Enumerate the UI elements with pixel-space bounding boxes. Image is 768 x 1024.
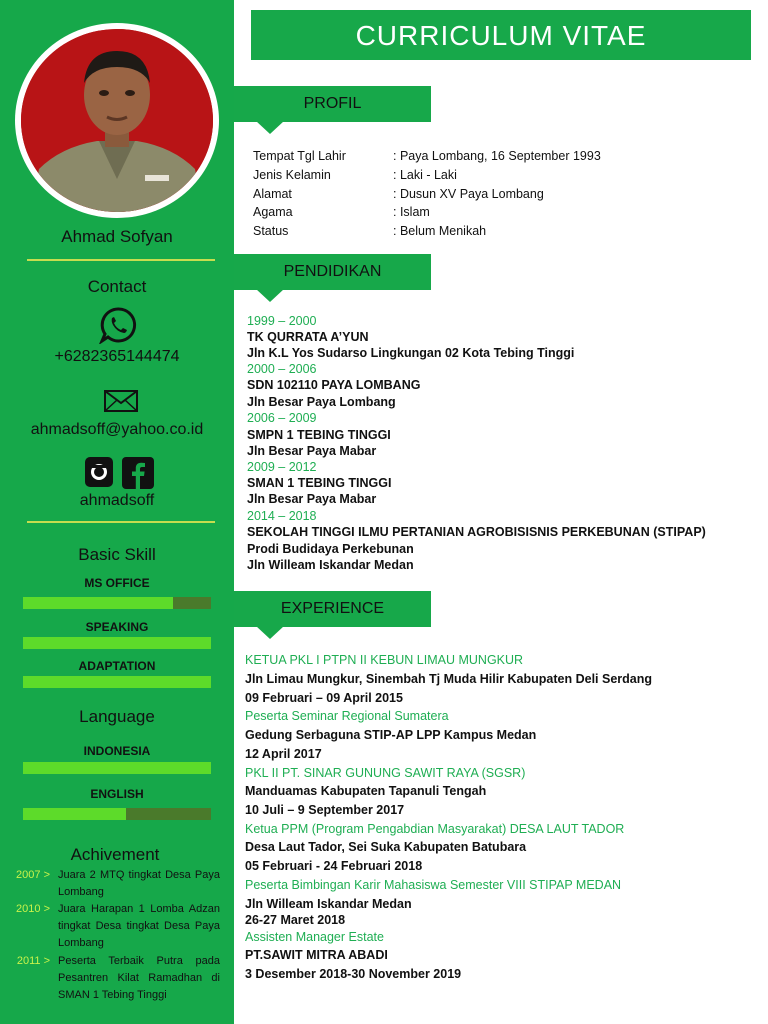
experience-place: Gedung Serbaguna STIP-AP LPP Kampus Medan xyxy=(245,728,537,742)
language-label: INDONESIA xyxy=(83,744,151,758)
email-icon[interactable] xyxy=(104,390,138,417)
education-years: 2009 – 2012 xyxy=(247,460,317,474)
education-school: SMAN 1 TEBING TINGGI xyxy=(247,476,392,490)
education-school: SDN 102110 PAYA LOMBANG xyxy=(247,378,421,392)
education-school: SMPN 1 TEBING TINGGI xyxy=(247,428,391,442)
instagram-icon[interactable] xyxy=(84,456,114,493)
language-bar xyxy=(23,808,211,820)
experience-title: Ketua PPM (Program Pengabdian Masyarakat) DESA LAUT TADOR xyxy=(245,822,625,836)
social-handle[interactable]: ahmadsoff xyxy=(79,492,155,509)
achievement-text: Peserta Terbaik Putra pada Pesantren Kilat Ramadhan di SMAN 1 Tebing Tinggi xyxy=(58,955,220,1001)
email-address[interactable]: ahmadsoff@yahoo.co.id xyxy=(30,421,204,438)
person-name: Ahmad Sofyan xyxy=(61,227,173,246)
achievement-item xyxy=(0,867,234,901)
contact-heading: Contact xyxy=(87,277,147,296)
profil-section-tab: PROFIL xyxy=(234,86,431,122)
document-title: CURRICULUM VITAE xyxy=(251,10,751,60)
basic-skill-heading: Basic Skill xyxy=(78,545,156,564)
experience-date: 09 Februari – 09 April 2015 xyxy=(245,691,403,705)
experience-date: 05 Februari - 24 Februari 2018 xyxy=(245,859,423,873)
education-detail: Jln Besar Paya Mabar xyxy=(247,444,377,458)
pendidikan-section-tab: PENDIDIKAN xyxy=(234,254,431,290)
profil-key: Agama xyxy=(253,205,293,219)
profil-value: : Belum Menikah xyxy=(393,224,487,238)
experience-date: 12 April 2017 xyxy=(245,747,322,761)
phone-number[interactable]: +6282365144474 xyxy=(54,348,180,365)
language-heading: Language xyxy=(79,707,155,726)
skill-bar xyxy=(23,637,211,649)
skill-bar xyxy=(23,676,211,688)
profil-value: : Dusun XV Paya Lombang xyxy=(393,187,544,201)
experience-place: Manduamas Kabupaten Tapanuli Tengah xyxy=(245,784,487,798)
language-label: ENGLISH xyxy=(90,787,144,801)
achievement-year: 2007 > xyxy=(16,869,50,881)
profil-key: Tempat Tgl Lahir xyxy=(253,149,346,163)
education-school: SEKOLAH TINGGI ILMU PERTANIAN AGROBISISNIS PERKEBUNAN (STIPAP) xyxy=(247,525,706,539)
education-years: 2014 – 2018 xyxy=(247,509,317,523)
experience-place: Jln Limau Mungkur, Sinembah Tj Muda Hilir Kabupaten Deli Serdang xyxy=(245,672,652,686)
experience-place: PT.SAWIT MITRA ABADI xyxy=(245,948,388,962)
experience-section-tab: EXPERIENCE xyxy=(234,591,431,627)
facebook-icon[interactable] xyxy=(122,457,154,494)
experience-title: PKL II PT. SINAR GUNUNG SAWIT RAYA (SGSR) xyxy=(245,766,526,780)
experience-title: Peserta Seminar Regional Sumatera xyxy=(245,709,449,723)
skill-label: MS OFFICE xyxy=(84,576,150,590)
experience-date: 3 Desember 2018-30 November 2019 xyxy=(245,967,462,981)
experience-place: Jln Willeam Iskandar Medan xyxy=(245,897,412,911)
achievement-year: 2011 > xyxy=(16,955,50,967)
education-detail: Prodi Budidaya Perkebunan xyxy=(247,542,414,556)
achievement-heading: Achivement xyxy=(70,845,160,864)
person-portrait-image xyxy=(21,29,213,212)
profile-photo xyxy=(15,23,219,218)
education-years: 2006 – 2009 xyxy=(247,411,317,425)
experience-place: Desa Laut Tador, Sei Suka Kabupaten Batubara xyxy=(245,840,527,854)
education-years: 2000 – 2006 xyxy=(247,362,317,376)
profil-row xyxy=(253,205,430,219)
experience-title: Peserta Bimbingan Karir Mahasiswa Semester VIII STIPAP MEDAN xyxy=(245,878,622,892)
profil-value: : Islam xyxy=(393,205,430,219)
experience-date: 10 Juli – 9 September 2017 xyxy=(245,803,405,817)
education-detail: Jln Besar Paya Lombang xyxy=(247,395,396,409)
education-detail: Jln Willeam Iskandar Medan xyxy=(247,558,414,572)
profil-value: : Laki - Laki xyxy=(393,168,457,182)
achievement-item xyxy=(0,901,234,952)
profil-value: : Paya Lombang, 16 September 1993 xyxy=(393,149,601,163)
experience-title: Assisten Manager Estate xyxy=(245,930,384,944)
achievement-text: Juara Harapan 1 Lomba Adzan tingkat Desa tingkat Desa Paya Lombang xyxy=(58,903,220,949)
profil-key: Alamat xyxy=(253,187,292,201)
skill-label: ADAPTATION xyxy=(78,659,156,673)
profil-key: Status xyxy=(253,224,289,238)
divider xyxy=(27,521,215,523)
profil-key: Jenis Kelamin xyxy=(253,168,331,182)
education-school: TK QURRATA A’YUN xyxy=(247,330,369,344)
sidebar xyxy=(0,0,234,1024)
education-detail: Jln Besar Paya Mabar xyxy=(247,492,377,506)
skill-bar xyxy=(23,597,211,609)
skill-label: SPEAKING xyxy=(85,620,149,634)
achievement-item xyxy=(0,953,234,1004)
whatsapp-icon[interactable] xyxy=(99,306,137,349)
profil-row xyxy=(253,149,601,163)
divider xyxy=(27,259,215,261)
education-years: 1999 – 2000 xyxy=(247,314,317,328)
education-detail: Jln K.L Yos Sudarso Lingkungan 02 Kota Tebing Tinggi xyxy=(247,346,575,360)
experience-date: 26-27 Maret 2018 xyxy=(245,913,346,927)
achievement-text: Juara 2 MTQ tingkat Desa Paya Lombang xyxy=(58,869,220,898)
profil-row xyxy=(253,187,544,201)
language-bar xyxy=(23,762,211,774)
profil-row xyxy=(253,168,457,182)
profil-row xyxy=(253,224,486,238)
experience-title: KETUA PKL I PTPN II KEBUN LIMAU MUNGKUR xyxy=(245,653,524,667)
achievement-year: 2010 > xyxy=(16,903,50,915)
